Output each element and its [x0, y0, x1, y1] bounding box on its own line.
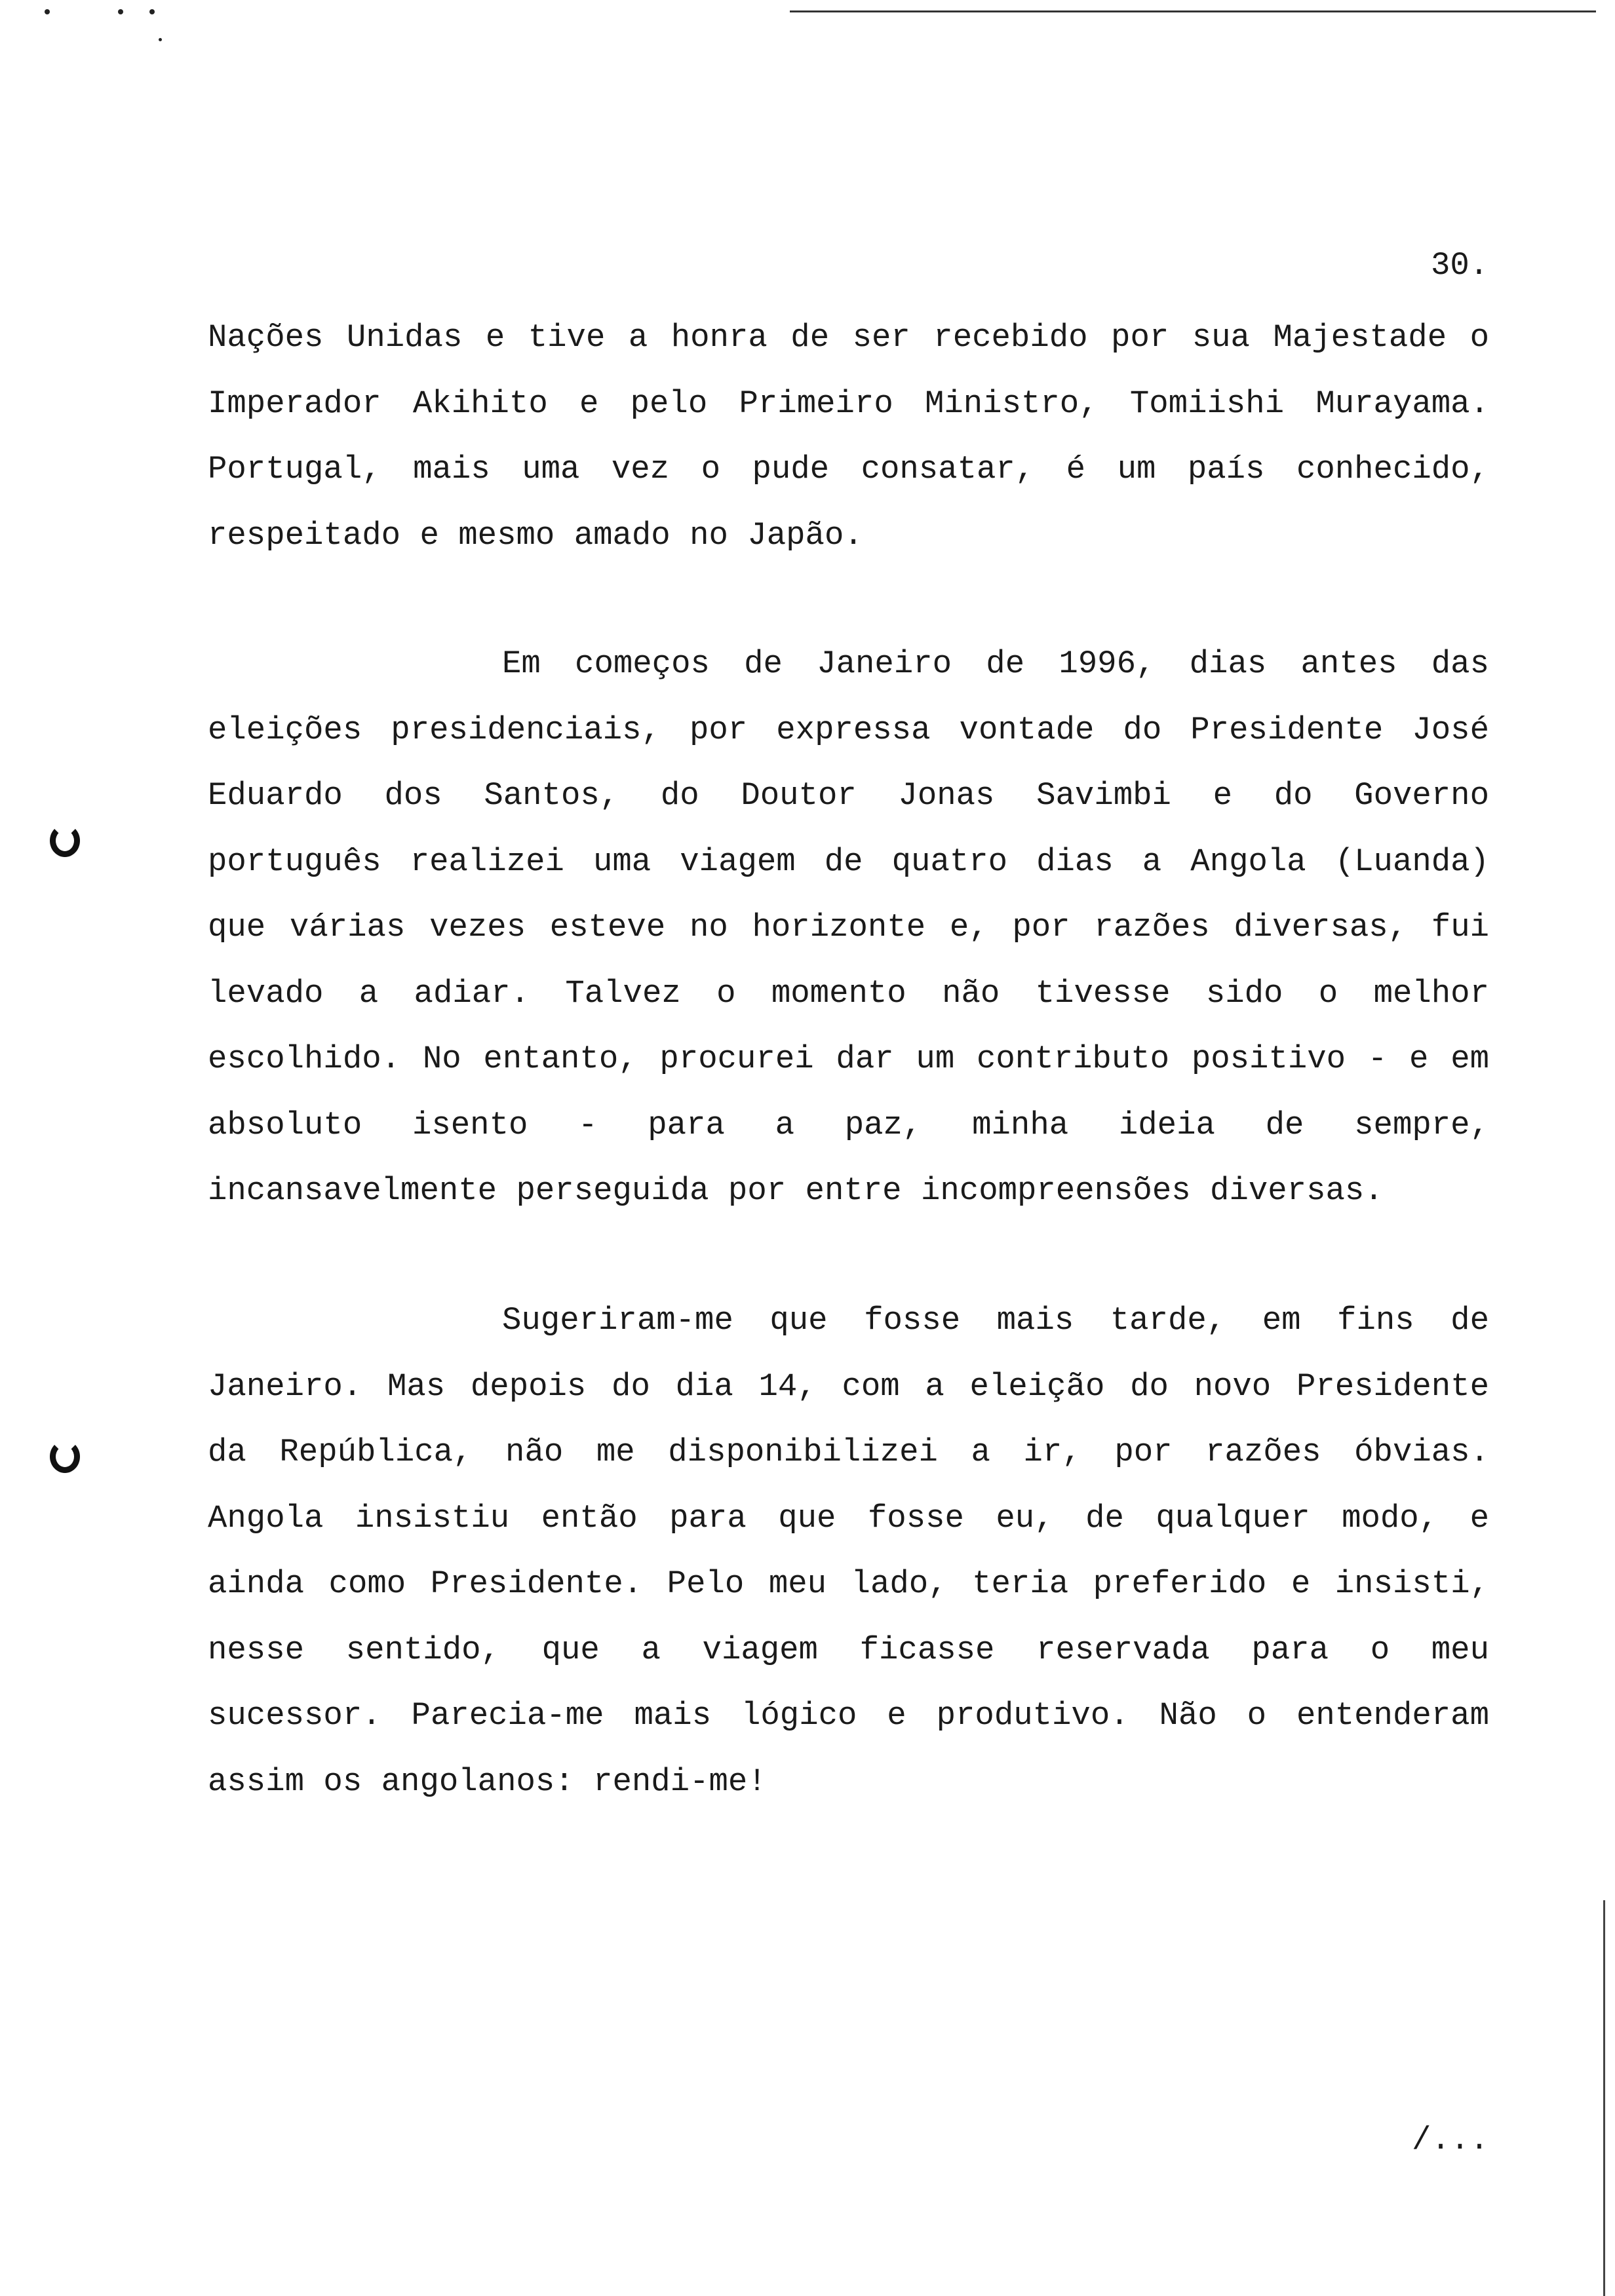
page-number: 30.	[1431, 247, 1489, 284]
scan-speck	[159, 38, 162, 41]
paragraph-1-line: Portugal, mais uma vez o pude consatar, é um país conhecido,	[208, 451, 1489, 488]
paragraph-3-line: ainda como Presidente. Pelo meu lado, teria preferido e insisti,	[208, 1565, 1489, 1602]
paragraph-3-line: sucessor. Parecia-me mais lógico e produtivo. Não o entenderam	[208, 1697, 1489, 1734]
punch-hole-mark	[50, 824, 80, 857]
paragraph-3-line: Angola insistiu então para que fosse eu, de qualquer modo, e	[208, 1499, 1489, 1537]
right-edge-line	[1603, 1900, 1605, 2296]
paragraph-3-line: nesse sentido, que a viagem ficasse reservada para o meu	[208, 1631, 1489, 1668]
paragraph-3-line: Sugeriram-me que fosse mais tarde, em fins de	[502, 1302, 1489, 1339]
paragraph-2-line: levado a adiar. Talvez o momento não tivesse sido o melhor	[208, 974, 1489, 1012]
paragraph-2-line: escolhido. No entanto, procurei dar um contributo positivo - e em	[208, 1041, 1489, 1077]
paragraph-3-line: Janeiro. Mas depois do dia 14, com a eleição do novo Presidente	[208, 1368, 1489, 1405]
paragraph-2-line: português realizei uma viagem de quatro dias a Angola (Luanda)	[208, 843, 1489, 880]
scan-speck	[45, 9, 50, 14]
paragraph-2-line: que várias vezes esteve no horizonte e, por razões diversas, fui	[208, 909, 1489, 946]
punch-hole-mark	[50, 1440, 80, 1473]
paragraph-1-line: respeitado e mesmo amado no Japão.	[208, 516, 863, 554]
paragraph-2-line: incansavelmente perseguida por entre incompreensões diversas.	[208, 1172, 1384, 1209]
paragraph-2-line: Em começos de Janeiro de 1996, dias antes das	[502, 645, 1489, 682]
paragraph-2-line: Eduardo dos Santos, do Doutor Jonas Savimbi e do Governo	[208, 777, 1489, 814]
paragraph-1-line: Imperador Akihito e pelo Primeiro Ministro, Tomiishi Murayama.	[208, 385, 1489, 422]
scan-speck	[118, 9, 123, 14]
paragraph-3-line: assim os angolanos: rendi-me!	[208, 1763, 767, 1800]
paragraph-3-line: da República, não me disponibilizei a ir, por razões óbvias.	[208, 1434, 1489, 1470]
paragraph-2-line: absoluto isento - para a paz, minha ideia de sempre,	[208, 1106, 1489, 1143]
continuation-mark: /...	[1412, 2122, 1489, 2158]
paragraph-2-line: eleições presidenciais, por expressa vontade do Presidente José	[208, 711, 1489, 748]
scan-speck	[149, 9, 155, 14]
top-rule	[790, 10, 1596, 12]
paragraph-1-line: Nações Unidas e tive a honra de ser recebido por sua Majestade o	[208, 319, 1489, 356]
